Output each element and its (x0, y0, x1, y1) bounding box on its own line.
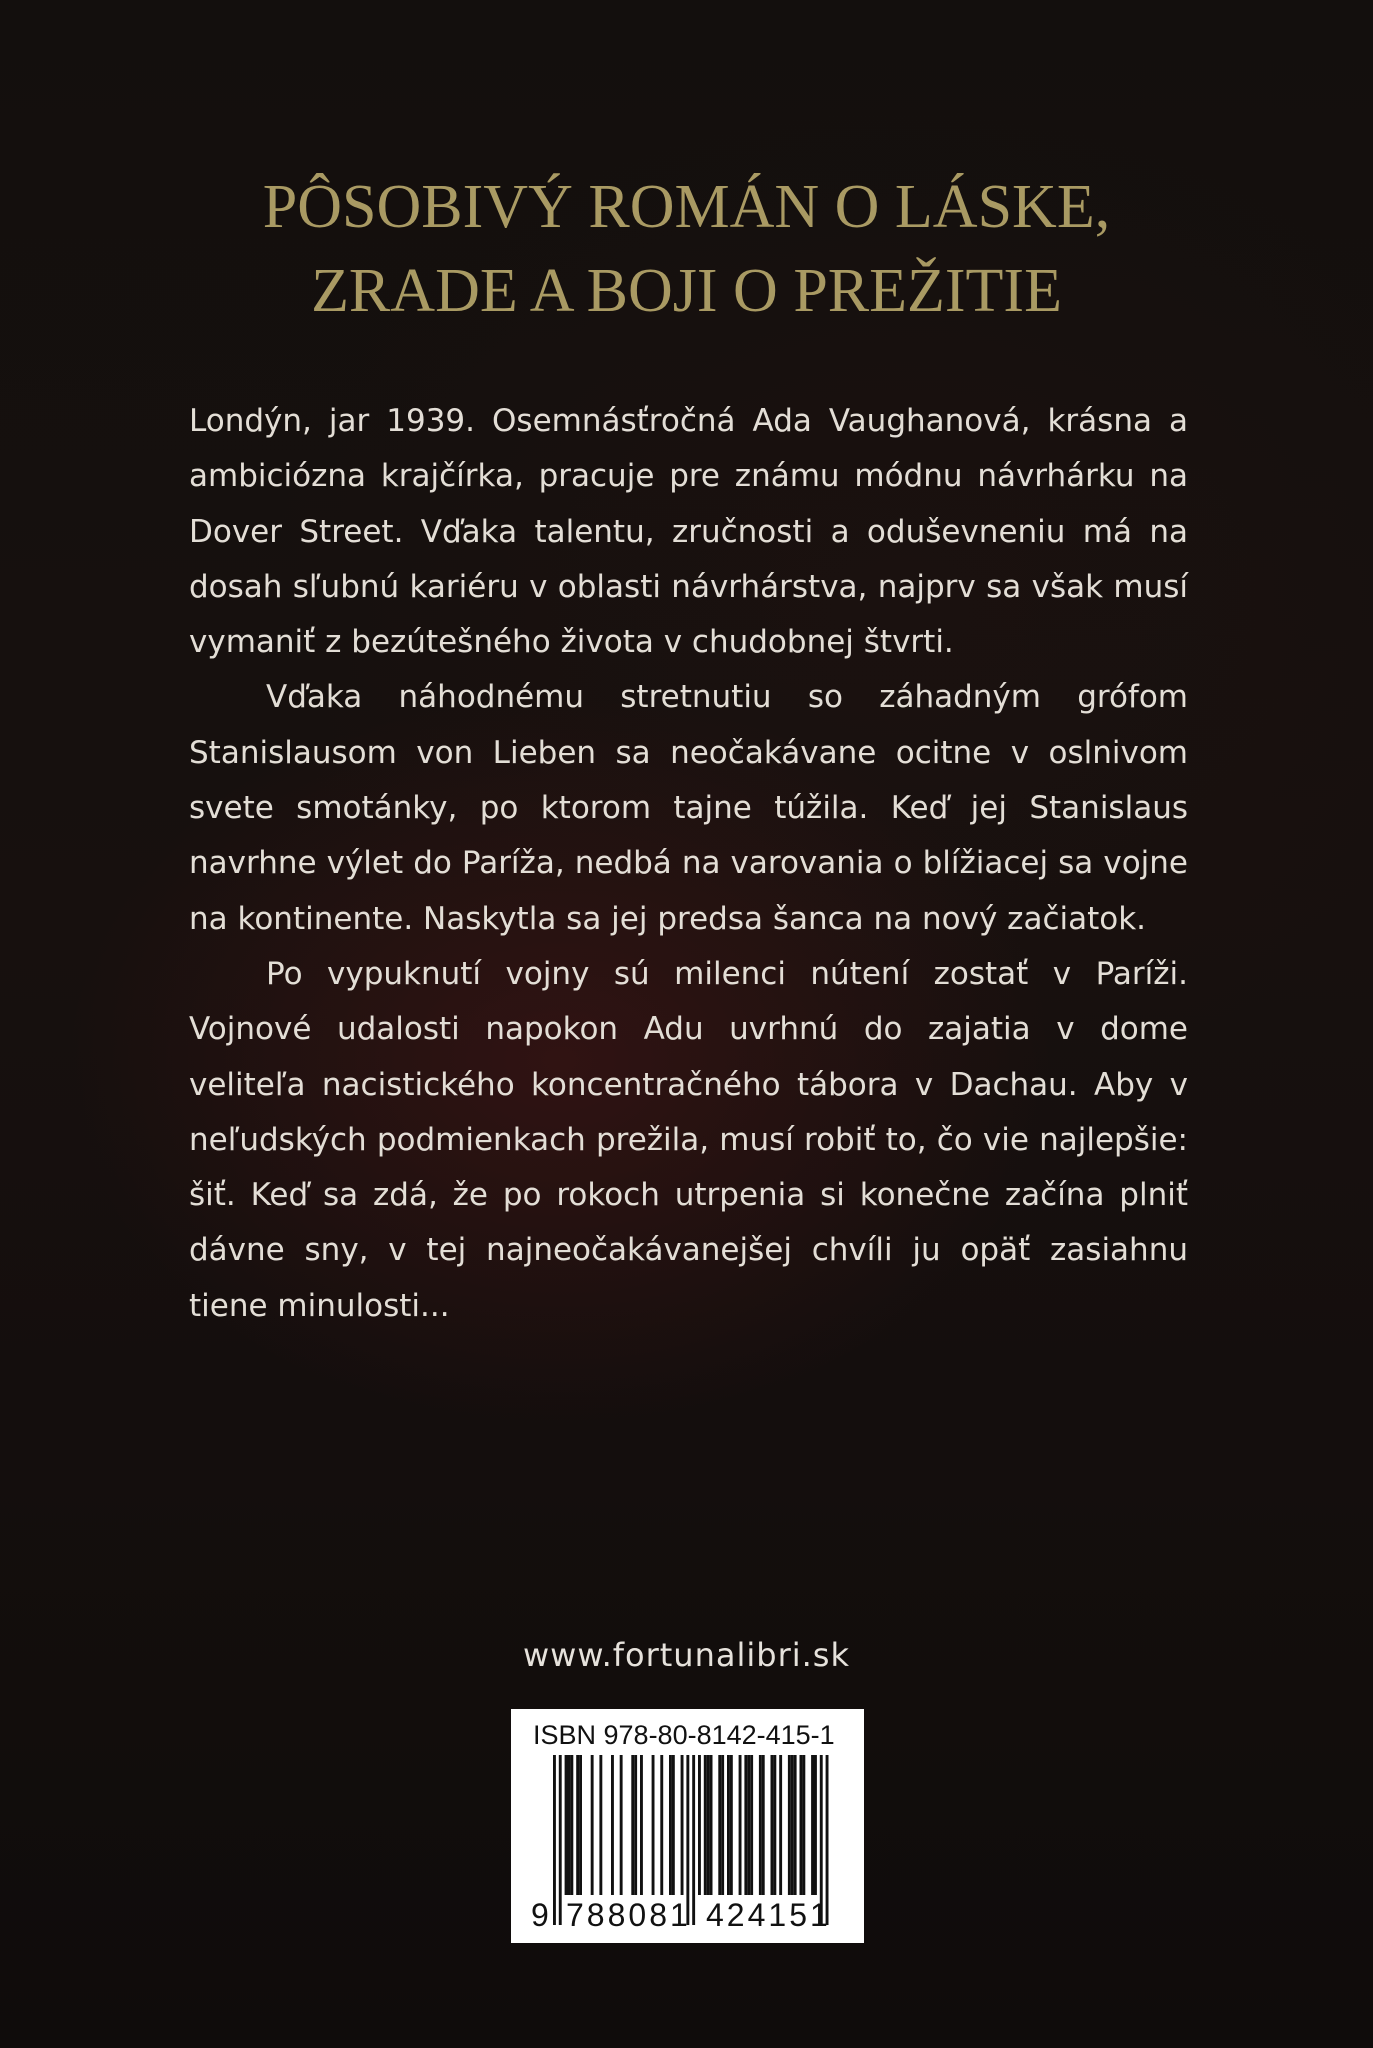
barcode-bar (773, 1755, 776, 1895)
barcode-bar (704, 1755, 707, 1895)
barcode-bar (788, 1755, 791, 1895)
barcode-bar (791, 1755, 794, 1895)
barcode-bar (570, 1755, 573, 1895)
barcode-bar (710, 1755, 713, 1895)
ean-right-group: 424151 (706, 1897, 831, 1933)
barcode-bar (631, 1755, 634, 1895)
blurb-paragraph-1: Londýn, jar 1939. Osemnásťročná Ada Vaughanová, krásna a ambiciózna krajčírka, pracuje pre známu módnu návrhárku na Dover Street. Vďaka talentu, zručnosti a oduševneniu má na dosah sľubnú kariéru v oblasti návrhárstva, najprv sa však musí vymaniť z bezútešného života v chudobnej štvrti. (189, 403, 1188, 661)
barcode-bar (669, 1755, 672, 1895)
barcode-bar (771, 1755, 774, 1895)
barcode-bar (762, 1755, 765, 1895)
barcode-bar (568, 1755, 571, 1895)
barcode-bar (591, 1755, 594, 1895)
barcode-bar (634, 1755, 637, 1895)
barcode-bar (599, 1755, 602, 1895)
ean-first-digit: 9 (531, 1897, 549, 1933)
ean-left-group: 788081 (566, 1897, 691, 1933)
barcode-bar (744, 1755, 747, 1895)
blurb-paragraph-3: Po vypuknutí vojny sú milenci nútení zostať v Paríži. Vojnové udalosti napokon Adu uvrhnú do zajatia v dome veliteľa nacistického koncentračného tábora v Dachau. Aby v neľudských podmienkach prežila, musí robiť to, čo vie najlepšie: šiť. Keď sa zdá, že po rokoch utrpenia si konečne začína plniť dávne sny, v tej najneočakávanejšej chvíli ju opäť zasiahnu tiene minulosti... (189, 955, 1188, 1324)
barcode-bar (747, 1755, 750, 1895)
barcode-bar (611, 1755, 614, 1895)
barcode-bar (672, 1755, 675, 1895)
barcode-bar (811, 1755, 814, 1895)
barcode-bar (681, 1755, 684, 1895)
barcode-bar (660, 1755, 663, 1895)
barcode-bar (802, 1755, 805, 1895)
barcode-bar (576, 1755, 579, 1895)
barcode-bar (579, 1755, 582, 1895)
blurb-text (189, 394, 1188, 1334)
barcode-bar (707, 1755, 710, 1895)
barcode-bar (620, 1755, 623, 1895)
cover-headline (0, 165, 1373, 333)
barcode-bar (721, 1755, 724, 1895)
headline-line-1: PÔSOBIVÝ ROMÁN O LÁSKE, (262, 173, 1111, 241)
barcode-bar (652, 1755, 655, 1895)
barcode-bar (739, 1755, 742, 1895)
barcode-bar (718, 1755, 721, 1895)
barcode-bar (750, 1755, 753, 1895)
blurb-paragraph-2: Vďaka náhodnému stretnutiu so záhadným grófom Stanislausom von Lieben sa neočakávane ocitne v oslnivom svete smotánky, po ktorom tajne túžila. Keď jej Stanislaus navrhne výlet do Paríža, nedbá na varovania o blížiacej sa vojne na kontinente. Naskytla sa jej predsa šanca na nový začiatok. (189, 679, 1188, 937)
isbn-label: ISBN 978-80-8142-415-1 (533, 1720, 835, 1750)
publisher-website: www.fortunalibri.sk (523, 1636, 850, 1674)
ean-digits (511, 1895, 864, 1935)
barcode-bar (814, 1755, 817, 1895)
barcode-bar (640, 1755, 643, 1895)
barcode-bar (779, 1755, 782, 1895)
headline-line-2: ZRADE A BOJI O PREŽITIE (311, 257, 1062, 325)
barcode-bar (800, 1755, 803, 1895)
isbn-barcode (511, 1709, 864, 1943)
barcode-bar (698, 1755, 701, 1895)
barcode-bar (730, 1755, 733, 1895)
barcode-bar (794, 1755, 797, 1895)
barcode-bar (565, 1755, 568, 1895)
barcode-bar (727, 1755, 730, 1895)
barcode-bar (759, 1755, 762, 1895)
